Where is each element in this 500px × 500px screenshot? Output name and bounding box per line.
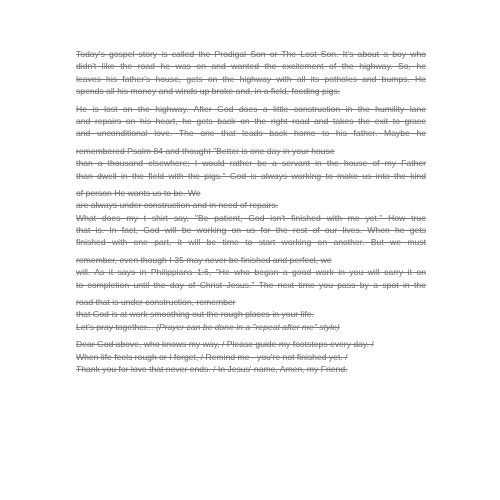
text-line: will. As it says in Philippians 1:6, "He who began a good work in you will carry it on [76,267,426,278]
prayer-block [76,338,426,375]
text-line: Today's gospel story is called the Prodigal Son or The Lost Son. It's about a boy who [76,49,426,59]
prayer-instruction: (Prayer can be done in a "repeat after me" style) [156,321,340,332]
text-line: He is lost on the highway. After God does a little construction in the humility lane [76,103,426,114]
text-line: than a thousand elsewhere; I would rather be a servant in the house of my Father [76,158,426,169]
paragraph-1 [76,48,426,98]
text-line: didn't like the road he was on and wanted the excitement of the highway. So, he [76,61,426,72]
prayer-line: When life feels rough or I forget, / Remind me - you're not finished yet. / [76,351,348,362]
text-line: finished with one part, it will be time to start working on another. But we must [76,237,426,248]
text-line: than dwell in the field with the pigs." God is always working to make us into the kind [76,170,426,181]
text-line: remember, even though I-35 may never be finished and perfect, we [76,254,332,265]
document-page [76,48,426,375]
paragraph-3 [76,145,426,182]
text-line: remembered Psalm 84 and thought "Better is one day in your house [76,145,335,156]
text-line: of person He wants us to be. We [76,187,201,198]
text-line: What does my t shirt say, "Be patient, God isn't finished with me yet." How true [76,212,426,223]
text-line: that is. In fact, God will be working on us for the rest of our lives. When he gets [76,225,426,236]
text-line: and unconditional love. The one that leads back home to his father. Maybe he [76,128,426,139]
paragraph-6 [76,296,426,333]
text-line: that God is at work smoothing out the rough places in your life. [76,309,314,320]
text-line: leaves his father's house, gets on the highway with all its potholes and bumps. He [76,73,426,84]
text-line: to completion until the day of Christ Jesus." The next time you pass by a spot in the [76,279,426,290]
text-line: are always under construction and in need of repairs. [76,200,279,211]
prayer-intro: Let's pray together... [76,321,154,332]
paragraph-2 [76,103,426,140]
prayer-intro-line [76,321,426,333]
text-line: and repairs on his heart, he gets back on the right road and takes the exit to grace [76,115,426,126]
prayer-line: Dear God above, who knows my way, / Please guide my footsteps every day. / [76,339,374,350]
text-line: road that is under construction, remember [76,297,236,308]
paragraph-5 [76,254,426,291]
paragraph-4 [76,187,426,249]
prayer-line: Thank you for love that never ends. / In Jesus' name, Amen, my Friend. [76,363,348,374]
text-line: spends all his money and winds up broke and, in a field, feeding pigs. [76,86,341,97]
